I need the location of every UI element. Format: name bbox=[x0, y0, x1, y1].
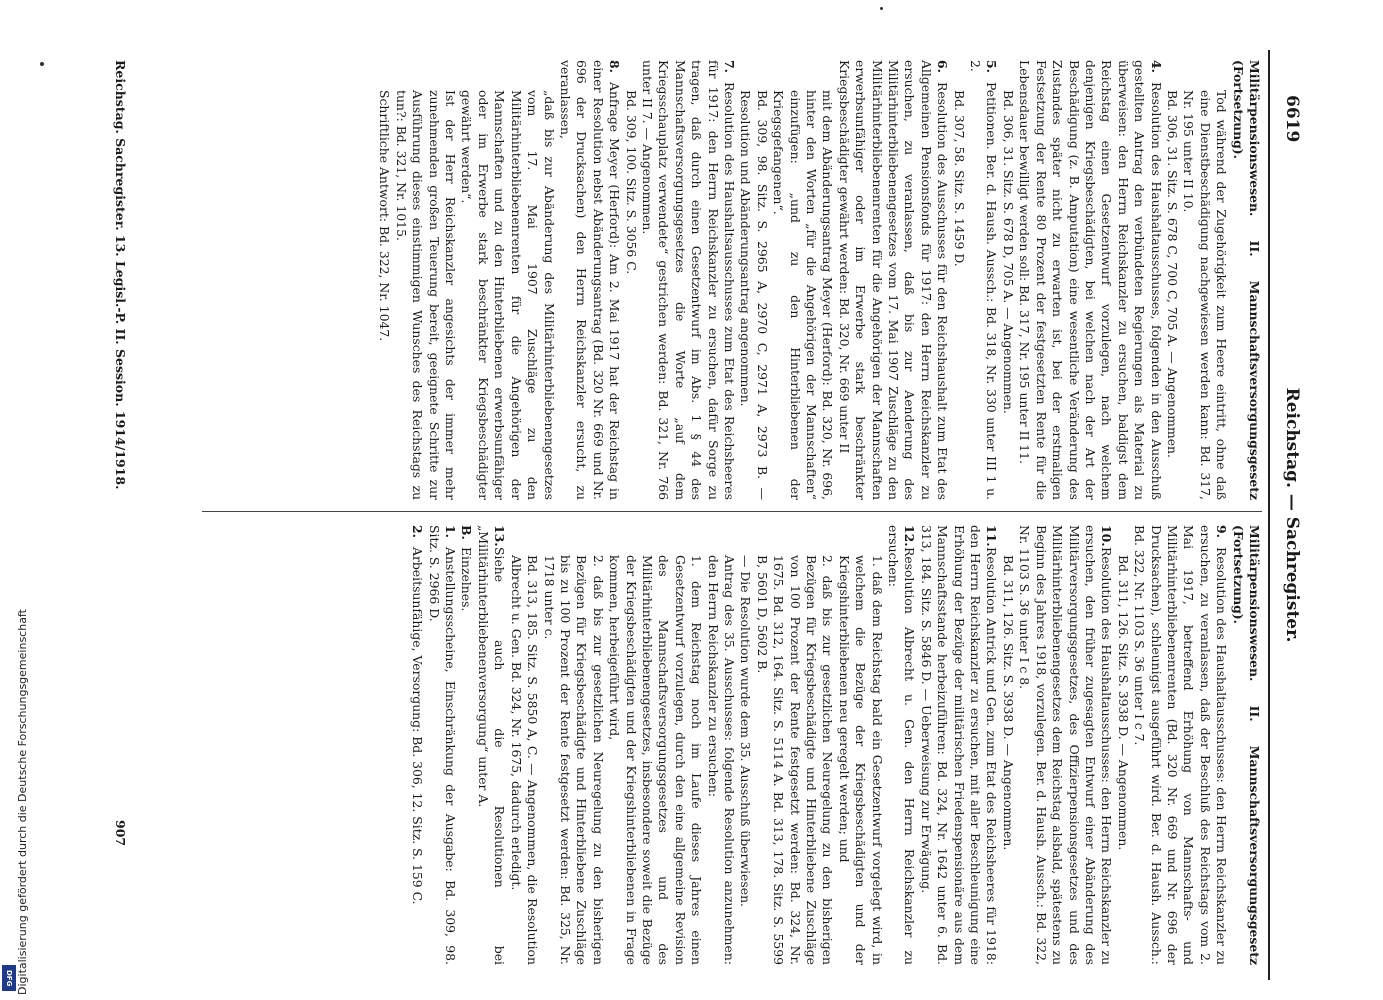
entry-number: 1. bbox=[443, 525, 459, 538]
footer-page-number: 907 bbox=[113, 820, 128, 847]
entry-number: 7. bbox=[722, 60, 737, 73]
entry-text: Ist der Herr Reichskanzler angesichts der immer mehr zunehmenden großen Teuerung bereit, geeignete Schritte zur Ausführung dieses einstimmigen Wunsches des Reichstags zu tun?: Bd. 321, Nr. 1015. bbox=[393, 90, 459, 500]
entry-text: Anfrage Meyer (Herford): Am 2. Mai 1917 hat der Reichstag in einer Resolution nebst Abänderungsantrag (Bd. 320 Nr. 669 und Nr. 696 der Drucksachen) den Herrn Reichskanzler ersucht, zu veranlassen, bbox=[557, 60, 623, 500]
entry-text: — Die Resolution wurde dem 35. Ausschuß überwiesen. bbox=[738, 555, 754, 907]
entry-text: Bd. 311, 126. Sitz. S. 3938 D. — Angenommen. bbox=[1115, 555, 1131, 851]
register-entry bbox=[540, 525, 606, 965]
entry-text: Resolution des Haushaltausschusses, folgenden in den Ausschuß gestellten Antrag den verbündeten Regierungen als Material zu überweisen: den Herrn Reichskanzler zu ersuchen, baldigst dem Reichstag einen Gesetzentwurf vorzulegen, nach welchem denjenigen Kriegsbeschädigten, bei welchen nach der Art der Beschädigung (z. B. Amputation) eine wesentliche Veränderung des Zustandes später nicht zu erwarten ist, bei der erstmaligen Festsetzung der Rente 80 Prozent der festgesetzten Rente für die Lebensdauer bewilligt werden soll: Bd. 317, Nr. 195 unter II 11. bbox=[1017, 60, 1164, 500]
entry-number: 2. bbox=[410, 525, 426, 538]
entry-text: Resolution des Haushaltsausschusses zum Etat des Reichsheeres für 1917: den Herrn Reichskanzler zu ersuchen, dafür Sorge zu tragen, daß durch einen Gesetzentwurf im Abs. 1 § 44 des Mannschaftsversorgungsgesetzes die Worte „auf dem Kriegsschauplatz verwendete“ gestrichen werden: Bd. 321, Nr. 766 unter II 7. — Angenommen. bbox=[639, 60, 737, 500]
entry-list bbox=[376, 60, 1229, 500]
section-heading: Militärpensionswesen. II. Mannschaftsversorgungsgesetz (Fortsetzung). bbox=[1230, 60, 1262, 500]
entry-text: „daß bis zur Abänderung des Militärhinterbliebenengesetzes vom 17. Mai 1907 Zuschläge zu den Militärhinterbliebenenrenten für die Angehörigen der Mannschaften und zu den Hinterbliebenen erwerbsunfähiger oder im Erwerbe stark beschränkter Kriegsbeschädigter gewährt werden“. bbox=[459, 90, 557, 500]
entry-text: Bd. 309, 100. Sitz. S. 3056 C. bbox=[623, 90, 639, 275]
register-entry bbox=[737, 525, 753, 965]
register-entry bbox=[737, 60, 770, 500]
register-entry bbox=[458, 525, 474, 965]
register-entry bbox=[392, 60, 458, 500]
entry-number: 12. bbox=[902, 525, 918, 547]
section-heading: Militärpensionswesen. II. Mannschaftsversorgungsgesetz (Fortsetzung). bbox=[1230, 525, 1262, 965]
register-entry bbox=[704, 525, 737, 965]
entry-text: Resolution Albrecht u. Gen. den Herrn Reichskanzler zu ersuchen: bbox=[886, 525, 918, 965]
register-entry bbox=[835, 60, 950, 500]
register-entry bbox=[507, 525, 540, 965]
entry-text: Schriftliche Antwort: Bd. 322, Nr. 1047. bbox=[377, 90, 393, 342]
entry-text: Antrag des 35. Ausschusses: folgende Resolution anzunehmen: den Herrn Reichskanzler zu ersuchen: bbox=[705, 555, 737, 965]
register-entry bbox=[475, 525, 508, 965]
register-entry bbox=[1164, 60, 1180, 500]
register-entry bbox=[967, 60, 1000, 500]
header-page-number: 6619 bbox=[1282, 95, 1302, 143]
entry-text: Bd. 306, 31. Sitz. S. 678 C, 700 C, 705 A. — Angenommen. bbox=[1164, 90, 1180, 458]
entry-number: B. bbox=[459, 525, 475, 540]
entry-text: Resolution des Haushaltausschusses: den Herrn Reichskanzler zu ersuchen, den früher zugesagten Entwurf einer Abänderung des Militärversorgungsgesetzes, des Offizierpensionsgesetzes und des Militärhinterbliebenengesetzes dem Reichstag alsbald, spätestens zu Beginn des Jahres 1918, vorzulegen. Ber. d. Haush. Aussch.: Bd. 322, Nr. 1103 S. 36 unter I c 8. bbox=[1017, 525, 1115, 965]
register-entry bbox=[835, 525, 884, 965]
rotated-document-page bbox=[80, 50, 1310, 980]
entry-number: 8. bbox=[607, 60, 623, 73]
entry-text: 2. daß bis zur gesetzlichen Neuregelung zu den bisherigen Bezügen für Kriegsbeschädigte und Hinterbliebene Zuschläge von 100 Prozent der Rente festgesetzt werden: Bd. 324, Nr. 1675. Bd. 312, 164. Sitz. S. 5114 A. Bd. 313, 178. Sitz. S. 5599 B, 5601 D, 5602 B. bbox=[754, 555, 836, 965]
column-second bbox=[132, 525, 1262, 965]
register-entry bbox=[770, 60, 836, 500]
scan-speck bbox=[880, 7, 883, 10]
entry-number: 9. bbox=[1214, 525, 1230, 538]
entry-text: Petitionen. Ber. d. Haush. Aussch.: Bd. 318, Nr. 330 unter III 1 u. 2. bbox=[968, 60, 1000, 500]
entry-text: Bd. 313, 185. Sitz. S. 5850 A, C. — Angenommen, die Resolution Albrecht u. Gen. Bd. 324, Nr. 1675, dadurch erledigt. bbox=[508, 555, 541, 965]
entry-number: 10. bbox=[1099, 525, 1115, 547]
entry-text: Bd. 306, 31. Sitz. S. 678 D, 705 A. — Angenommen. bbox=[1000, 90, 1016, 414]
register-entry bbox=[639, 60, 737, 500]
digitization-credit: Digitalisierung gefördert durch die Deutsche Forschungsgemeinschaft bbox=[16, 609, 29, 995]
entry-text: Anstellungsscheine, Einschränkung der Ausgabe: Bd. 309, 98. Sitz. S. 2966 D. bbox=[426, 525, 459, 965]
entry-text: Tod während der Zugehörigkeit zum Heere eintritt, ohne daß eine Dienstbeschädigung nachgewiesen werden kann: Bd. 317, Nr. 195 unter II 10. bbox=[1181, 90, 1230, 500]
entry-text: Resolution des Ausschusses für den Reichshaushalt zum Etat des Allgemeinen Pensionsfonds für 1917: den Herrn Reichskanzler zu ersuchen, zu veranlassen, daß bis zur Aenderung des Militärhinterbliebenengesetzes vom 17. Mai 1907 Zuschläge zu den Militärhinterbliebenenrenten für die Angehörigen der Mannschaften erwerbsunfähiger oder im Erwerbe stark beschränkter Kriegsbeschädigter gewährt werden: Bd. 320, Nr. 669 unter II bbox=[836, 60, 951, 500]
entry-number: 6. bbox=[935, 60, 951, 73]
register-entry bbox=[753, 525, 835, 965]
entry-text: Einzelnes. bbox=[459, 547, 475, 612]
entry-text: Bd. 307, 58. Sitz. S. 1459 D. bbox=[951, 90, 967, 267]
entry-text: Resolution Antrick und Gen. zum Etat des Reichsheeres für 1918: den Herrn Reichskanzler zu ersuchen, mit aller Beschleunigung eine Erhöhung der Bezüge der militärischen Friedenspensionäre aus dem Mannschaftsstande herbeizuführen: Bd. 324, Nr. 1642 unter 6. Bd. 313, 184. Sitz. S. 5846 D. — Ueberweisung zur Erwägung. bbox=[918, 525, 1000, 965]
register-entry bbox=[1000, 60, 1016, 500]
page-header bbox=[1268, 50, 1310, 980]
register-entry bbox=[376, 60, 392, 500]
entry-text: Bd. 311, 126. Sitz. S. 3938 D. — Angenommen. bbox=[1000, 555, 1016, 851]
entry-text: Arbeitsunfähige, Versorgung: Bd. 306, 12. Sitz. S. 159 C. bbox=[410, 547, 426, 905]
scan-speck bbox=[40, 62, 44, 66]
register-entry bbox=[458, 60, 556, 500]
column-first bbox=[132, 60, 1262, 500]
entry-text: Bd. 309, 98. Sitz. S. 2965 A, 2970 C, 2971 A, 2973 B. — Resolution und Abänderungsantrag angenommen. bbox=[738, 90, 770, 500]
entry-number: 5. bbox=[984, 60, 1000, 73]
entry-text: mit dem Abänderungsantrag Meyer (Herford): Bd. 320, Nr. 696, hinter den Worten „für die Angehörigen der Mannschaften“ einzufügen: „und zu den Hinterbliebenen der Kriegsgefangenen“. bbox=[771, 90, 836, 500]
register-entry bbox=[917, 525, 999, 965]
column-divider bbox=[202, 511, 1262, 512]
entry-list bbox=[409, 525, 1229, 965]
entry-text: 1. daß dem Reichstag bald ein Gesetzentwurf vorgelegt wird, in welchem die Bezüge der Kriegsbeschädigten und der Kriegshinterbliebenen neu geregelt werden; und bbox=[836, 555, 885, 965]
register-entry bbox=[622, 60, 638, 500]
register-entry bbox=[557, 60, 623, 500]
entry-text: Resolution des Haushaltausschusses: den Herrn Reichskanzler zu ersuchen, zu veranlassen, daß der Beschluß des Reichstags vom 2. Mai 1917, betreffend Erhöhung von Mannschafts- und Militärhinterbliebenenrenten (Bd. 320 Nr. 669 und Nr. 696 der Drucksachen), schleunigst ausgeführt wird. Ber. d. Haush. Aussch.: Bd. 322, Nr. 1103 S. 36 unter I c 7. bbox=[1132, 525, 1230, 965]
entry-text: 2. daß bis zur gesetzlichen Neuregelung zu den bisherigen Bezügen für Kriegsbeschädigte und Hinterbliebene Zuschläge bis zu 100 Prozent der Rente festgesetzt werden: Bd. 325, Nr. 1718 unter c. bbox=[541, 555, 606, 965]
register-entry bbox=[950, 60, 966, 500]
entry-text: 1. dem Reichstag noch im Laufe dieses Jahres einen Gesetzentwurf vorzulegen, durch den eine allgemeine Revision des Mannschaftsversorgungsgesetzes und des Militärhinterbliebenengesetzes, insbesondere soweit die Bezüge der Kriegsbeschädigten und der Kriegshinterbliebenen in Frage kommen, herbeigeführt wird, bbox=[607, 555, 705, 965]
header-title: Reichstag. — Sachregister. bbox=[1282, 387, 1302, 643]
register-entry bbox=[1000, 525, 1016, 965]
register-entry bbox=[1016, 60, 1164, 500]
register-entry bbox=[1180, 60, 1229, 500]
page-footer bbox=[106, 60, 128, 960]
entry-number: 13. bbox=[492, 525, 508, 547]
footer-register-title: Reichstag. Sachregister. 13. Legisl.-P. II. Session. 1914/1918. bbox=[113, 60, 128, 490]
register-entry bbox=[606, 525, 704, 965]
register-entry bbox=[1114, 525, 1130, 965]
register-entry bbox=[425, 525, 458, 965]
entry-number: 11. bbox=[984, 525, 1000, 547]
entry-text: Siehe auch die Resolutionen bei „Militärhinterbliebenenversorgung“ unter A. bbox=[475, 525, 508, 965]
entry-number: 4. bbox=[1148, 60, 1164, 73]
register-entry bbox=[1016, 525, 1114, 965]
register-entry bbox=[885, 525, 918, 965]
register-entry bbox=[409, 525, 425, 965]
dfg-logo: DFG bbox=[2, 965, 16, 991]
register-entry bbox=[1131, 525, 1229, 965]
